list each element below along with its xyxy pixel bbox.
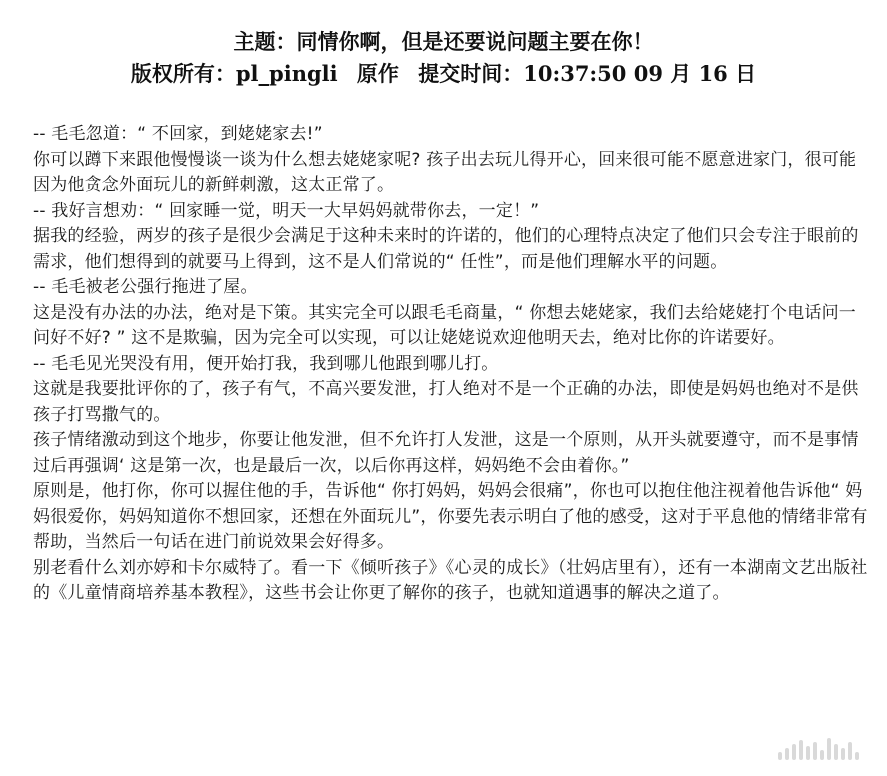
paragraph-quote-1: -- 毛毛忽道：“ 不回家，到姥姥家去!” [33, 124, 323, 144]
paragraph-reply-1: 你可以蹲下来跟他慢慢谈一谈为什么想去姥姥家呢? 孩子出去玩儿得开心，回来很可能不愿意进家门，很可能因为他贪念外面玩儿的新鲜刺激，这太正常了。 [33, 149, 857, 195]
paragraph-quote-3: -- 毛毛被老公强行拖进了屋。 [33, 277, 258, 297]
paragraph-reply-7: 别老看什么刘亦婷和卡尔威特了。看一下《倾听孩子》《心灵的成长》（壮妈店里有），还有一本湖南文艺出版社的《儿童情商培养基本教程》，这些书会让你更了解你的孩子，也就知道遇事的解决之道了。 [33, 557, 868, 603]
article-body [33, 122, 873, 607]
paragraph-reply-6: 原则是，他打你，你可以握住他的手，告诉他“ 你打妈妈，妈妈会很痛”，你也可以抱住他注视着他告诉他“ 妈妈很爱你，妈妈知道你不想回家，还想在外面玩儿”，你要先表示明白了他的感受，这对于平息他的情绪非常有帮助，当然后一句话在进门前说效果会好得多。 [33, 481, 868, 552]
paragraph-quote-2: -- 我好言想劝：“ 回家睡一觉，明天一大早妈妈就带你去，一定！” [33, 200, 540, 221]
byline-copyright: 版权所有：pl_pingli [130, 61, 338, 86]
paragraph-reply-4: 这就是我要批评你的了，孩子有气，不高兴要发泄，打人绝对不是一个正确的办法，即使是妈妈也绝对不是供孩子打骂撒气的。 [33, 379, 859, 425]
paragraph-reply-2: 据我的经验，两岁的孩子是很少会满足于这种未来时的许诺的，他们的心理特点决定了他们只会专注于眼前的需求，他们想得到的就要马上得到，这不是人们常说的“ 任性”，而是他们理解水平的问题。 [33, 226, 859, 272]
byline [0, 60, 887, 88]
byline-original: 原作 [356, 61, 399, 86]
page-title: 主题：同情你啊，但是还要说问题主要在你！ [233, 29, 654, 54]
paragraph-quote-4: -- 毛毛见光哭没有用，便开始打我，我到哪儿他跟到哪儿打。 [33, 353, 499, 374]
signal-bars-watermark-icon [778, 738, 859, 760]
paragraph-reply-5: 孩子情绪激动到这个地步，你要让他发泄，但不允许打人发泄，这是一个原则，从开头就要遵守，而不是事情过后再强调‘ 这是第一次，也是最后一次，以后你再这样，妈妈绝不会由着你。” [33, 430, 859, 476]
byline-submit-time: 提交时间：10:37:50 09 月 16 日 [418, 61, 757, 86]
paragraph-reply-3: 这是没有办法的办法，绝对是下策。其实完全可以跟毛毛商量，“ 你想去姥姥家，我们去给姥姥打个电话问一问好不好? ” 这不是欺骗，因为完全可以实现，可以让姥姥说欢迎他明天去，绝对比你的许诺要好。 [33, 302, 857, 348]
